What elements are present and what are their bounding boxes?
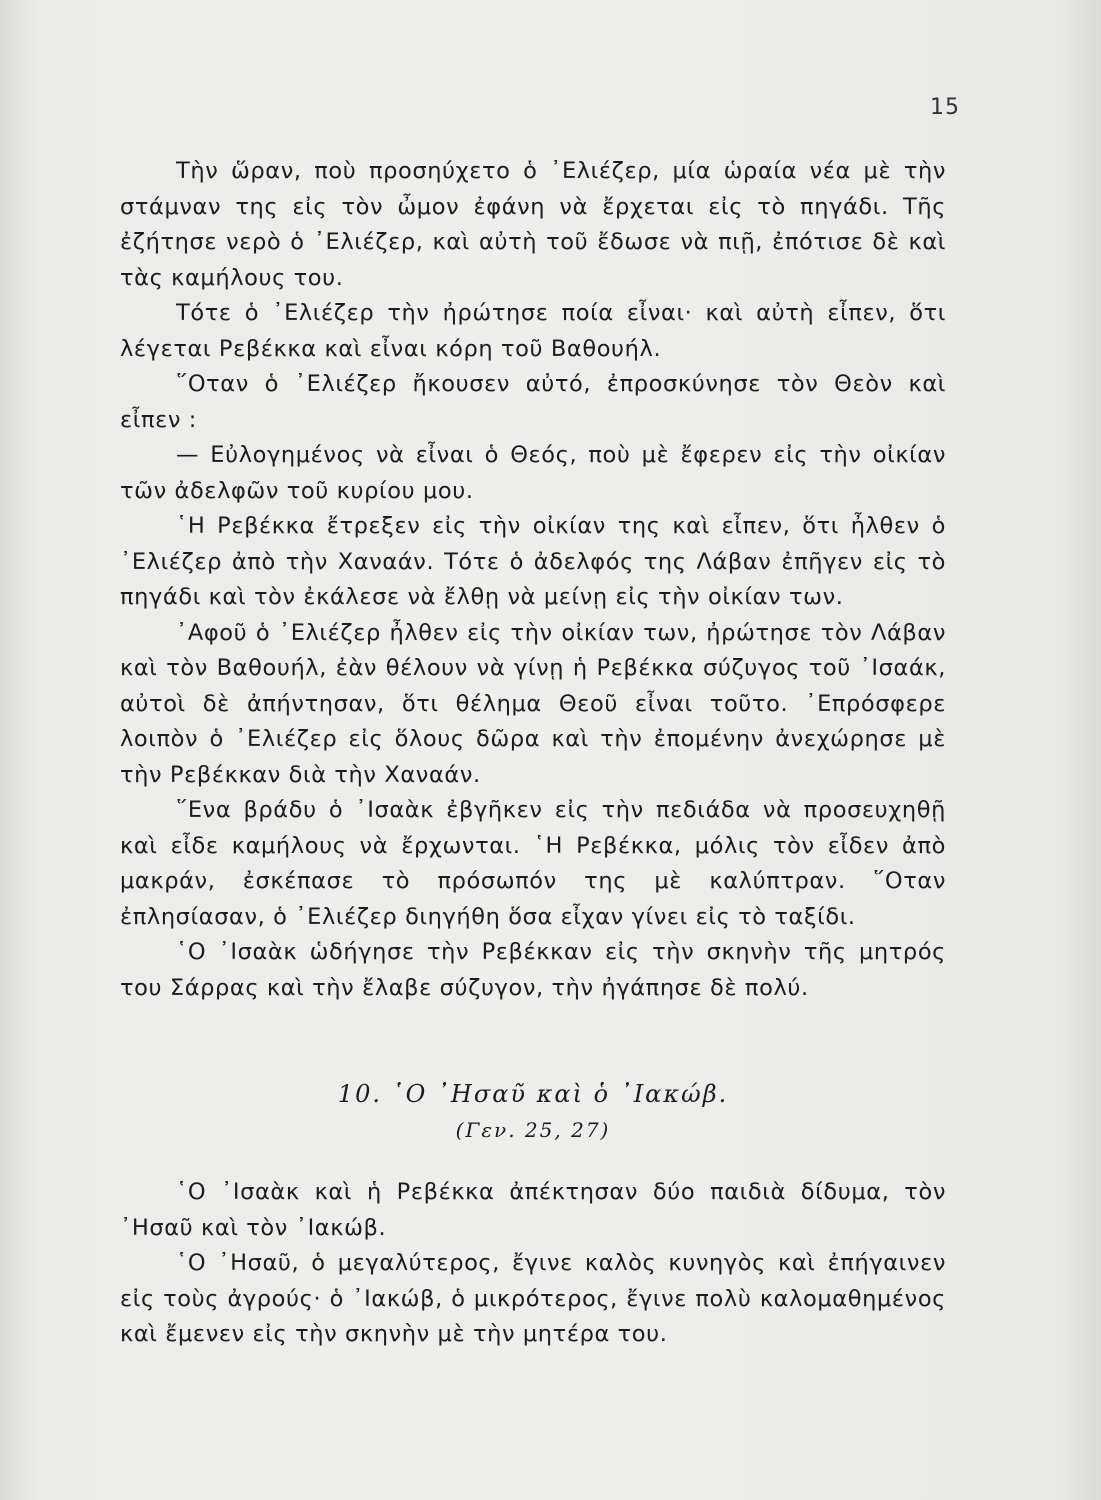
paragraph: ῞Ενα βράδυ ὁ ᾿Ισαὰκ ἐβγῆκεν εἰς τὴν πεδιάδα νὰ προσευχηθῇ καὶ εἶδε καμήλους νὰ ἔρχωνται. ῾Η Ρεβέκκα, μόλις τὸν εἶδεν ἀπὸ μακράν, ἐσκέπασε τὸ πρόσωπόν της μὲ καλύπτραν. ῞Οταν ἐπλησίασαν, ὁ ᾿Ελιέζερ διηγήθη ὅσα εἶχαν γίνει εἰς τὸ ταξίδι. [120, 797, 946, 930]
paragraph: ῾Ο ᾿Ισαὰκ καὶ ἡ Ρεβέκκα ἀπέκτησαν δύο παιδιὰ δίδυμα, τὸν ᾿Ησαῦ καὶ τὸν ᾿Ιακώβ. [120, 1179, 946, 1241]
dialogue-paragraph: — Εὐλογημένος νὰ εἶναι ὁ Θεός, ποὺ μὲ ἔφερεν εἰς τὴν οἰκίαν τῶν ἀδελφῶν τοῦ κυρίου μου. [120, 442, 946, 504]
main-text-block [120, 154, 946, 1006]
paragraph: ᾿Αφοῦ ὁ ᾿Ελιέζερ ἦλθεν εἰς τὴν οἰκίαν των, ἠρώτησε τὸν Λάβαν καὶ τὸν Βαθουήλ, ἐὰν θέλουν νὰ γίνῃ ἡ Ρεβέκκα σύζυγος τοῦ ᾿Ισαάκ, αὐτοὶ δὲ ἀπήντησαν, ὅτι θέλημα Θεοῦ εἶναι τοῦτο. ᾿Επρόσφερε λοιπὸν ὁ ᾿Ελιέζερ εἰς ὅλους δῶρα καὶ τὴν ἐπομένην ἀνεχώρησε μὲ τὴν Ρεβέκκαν διὰ τὴν Χαναάν. [120, 619, 946, 788]
paragraph: Τότε ὁ ᾿Ελιέζερ τὴν ἠρώτησε ποία εἶναι· καὶ αὐτὴ εἶπεν, ὅτι λέγεται Ρεβέκκα καὶ εἶναι κόρη τοῦ Βαθουήλ. [120, 300, 946, 362]
section-text-block [120, 1175, 946, 1353]
paragraph: ῞Οταν ὁ ᾿Ελιέζερ ἤκουσεν αὐτό, ἐπροσκύνησε τὸν Θεὸν καὶ εἶπεν : [120, 371, 946, 433]
page-number: 15 [930, 95, 960, 120]
section-title: 10. ῾Ο ᾿Ησαῦ καὶ ὁ ᾿Ιακώβ. [337, 1080, 729, 1108]
paragraph: Τὴν ὥραν, ποὺ προσηύχετο ὁ ᾿Ελιέζερ, μία ὡραία νέα μὲ τὴν στάμναν της εἰς τὸν ὦμον ἐφάνη νὰ ἔρχεται εἰς τὸ πηγάδι. Τῆς ἐζήτησε νερὸ ὁ ᾿Ελιέζερ, καὶ αὐτὴ τοῦ ἔδωσε νὰ πιῇ, ἐπότισε δὲ καὶ τὰς καμήλους του. [120, 158, 946, 291]
section-heading [120, 1080, 946, 1142]
section-reference: (Γεν. 25, 27) [455, 1118, 611, 1142]
paragraph: ῾Η Ρεβέκκα ἔτρεξεν εἰς τὴν οἰκίαν της καὶ εἶπεν, ὅτι ἦλθεν ὁ ᾿Ελιέζερ ἀπὸ τὴν Χαναάν. Τότε ὁ ἀδελφός της Λάβαν ἐπῆγεν εἰς τὸ πηγάδι καὶ τὸν ἐκάλεσε νὰ ἔλθῃ νὰ μείνῃ εἰς τὴν οἰκίαν των. [120, 513, 946, 610]
paragraph: ῾Ο ᾿Ισαὰκ ὡδήγησε τὴν Ρεβέκκαν εἰς τὴν σκηνὴν τῆς μητρός του Σάρρας καὶ τὴν ἔλαβε σύζυγον, τὴν ἠγάπησε δὲ πολύ. [120, 939, 946, 1001]
paragraph: ῾Ο ᾿Ησαῦ, ὁ μεγαλύτερος, ἔγινε καλὸς κυνηγὸς καὶ ἐπήγαινεν εἰς τοὺς ἀγρούς· ὁ ᾿Ιακώβ, ὁ μικρότερος, ἔγινε πολὺ καλομαθημένος καὶ ἔμενεν εἰς τὴν σκηνὴν μὲ τὴν μητέρα του. [120, 1250, 946, 1347]
